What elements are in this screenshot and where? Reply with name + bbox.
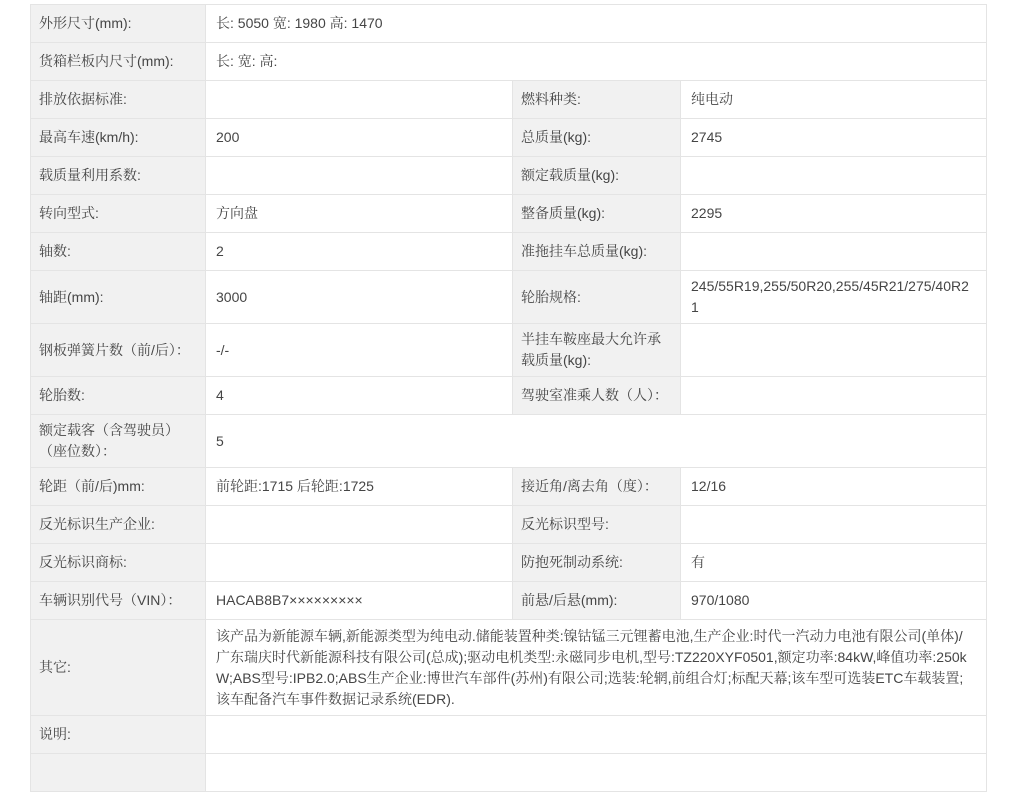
value-exterior-dimensions: 长: 5050 宽: 1980 高: 1470 [206,5,987,43]
spec-row-emission-fuel [31,81,987,119]
spec-row-partial-bottom [31,754,987,792]
value-towable-trailer-mass [681,233,987,271]
spec-row-steering-curb-mass [31,195,987,233]
label-tire-count: 轮胎数: [31,377,206,415]
spec-row-track-angles [31,468,987,506]
spec-row-wheelbase-tires [31,271,987,324]
spec-row-remarks [31,716,987,754]
value-wheelbase: 3000 [206,271,513,324]
vehicle-spec-table [30,4,987,792]
label-rated-load-mass: 额定载质量(kg): [513,157,681,195]
label-axle-count: 轴数: [31,233,206,271]
vehicle-spec-sheet [30,4,986,792]
value-partial [206,754,987,792]
label-remarks: 说明: [31,716,206,754]
value-fuel-type: 纯电动 [681,81,987,119]
value-other: 该产品为新能源车辆,新能源类型为纯电动.储能装置种类:镍钴锰三元锂蓄电池,生产企业:时代一汽动力电池有限公司(单体)/广东瑞庆时代新能源科技有限公司(总成);驱动电机类型:永磁同步电机,型号:TZ220XYF0501,额定功率:84kW,峰值功率:250kW;ABS型号:IPB2.0;ABS生产企业:博世汽车部件(苏州)有限公司;选装:轮辋,前组合灯;标配天幕;该车型可选装ETC车载装置;该车配备汽车事件数据记录系统(EDR). [206,620,987,716]
label-emission-standard: 排放依据标准: [31,81,206,119]
spec-row-rated-passengers [31,415,987,468]
value-emission-standard [206,81,513,119]
value-reflective-marking-brand [206,544,513,582]
label-partial [31,754,206,792]
label-reflective-marking-manufacturer: 反光标识生产企业: [31,506,206,544]
value-curb-mass: 2295 [681,195,987,233]
value-cargo-inner-dimensions: 长: 宽: 高: [206,43,987,81]
spec-row-exterior-dimensions [31,5,987,43]
label-cab-seating: 驾驶室准乘人数（人）： [513,377,681,415]
label-exterior-dimensions: 外形尺寸(mm): [31,5,206,43]
label-reflective-marking-brand: 反光标识商标: [31,544,206,582]
label-fuel-type: 燃料种类: [513,81,681,119]
value-track-width: 前轮距:1715 后轮距:1725 [206,468,513,506]
value-abs: 有 [681,544,987,582]
label-max-speed: 最高车速(km/h): [31,119,206,157]
label-gross-mass: 总质量(kg): [513,119,681,157]
spec-row-tirecount-cab [31,377,987,415]
spec-row-reflective-brand-abs [31,544,987,582]
label-reflective-marking-model: 反光标识型号: [513,506,681,544]
value-rated-passengers: 5 [206,415,987,468]
value-steering-type: 方向盘 [206,195,513,233]
label-rated-passengers: 额定载客（含驾驶员）（座位数）： [31,415,206,468]
value-remarks [206,716,987,754]
spec-row-reflective-mfr-model [31,506,987,544]
label-track-width: 轮距（前/后)mm: [31,468,206,506]
spec-row-vin-overhang [31,582,987,620]
label-curb-mass: 整备质量(kg): [513,195,681,233]
spec-row-cargo-inner-dimensions [31,43,987,81]
label-vin: 车辆识别代号（VIN）： [31,582,206,620]
value-tire-spec: 245/55R19,255/50R20,255/45R21/275/40R21 [681,271,987,324]
label-cargo-inner-dimensions: 货箱栏板内尺寸(mm): [31,43,206,81]
value-saddle-max-load [681,324,987,377]
value-axle-count: 2 [206,233,513,271]
label-other: 其它: [31,620,206,716]
value-max-speed: 200 [206,119,513,157]
spec-row-axles-trailer [31,233,987,271]
value-vin: HACAB8B7××××××××× [206,582,513,620]
spec-row-other [31,620,987,716]
value-leaf-spring-count: -/- [206,324,513,377]
value-tire-count: 4 [206,377,513,415]
label-abs: 防抱死制动系统: [513,544,681,582]
label-leaf-spring-count: 钢板弹簧片数（前/后）： [31,324,206,377]
spec-row-speed-mass [31,119,987,157]
label-saddle-max-load: 半挂车鞍座最大允许承载质量(kg): [513,324,681,377]
label-towable-trailer-mass: 准拖挂车总质量(kg): [513,233,681,271]
label-wheelbase: 轴距(mm): [31,271,206,324]
value-rated-load-mass [681,157,987,195]
value-reflective-marking-model [681,506,987,544]
spec-row-springs-saddle [31,324,987,377]
spec-row-load-utilization [31,157,987,195]
label-approach-departure-angle: 接近角/离去角（度）： [513,468,681,506]
value-reflective-marking-manufacturer [206,506,513,544]
label-overhang: 前悬/后悬(mm): [513,582,681,620]
label-load-utilization-factor: 载质量利用系数: [31,157,206,195]
value-approach-departure-angle: 12/16 [681,468,987,506]
value-overhang: 970/1080 [681,582,987,620]
value-gross-mass: 2745 [681,119,987,157]
label-steering-type: 转向型式: [31,195,206,233]
value-load-utilization-factor [206,157,513,195]
label-tire-spec: 轮胎规格: [513,271,681,324]
value-cab-seating [681,377,987,415]
